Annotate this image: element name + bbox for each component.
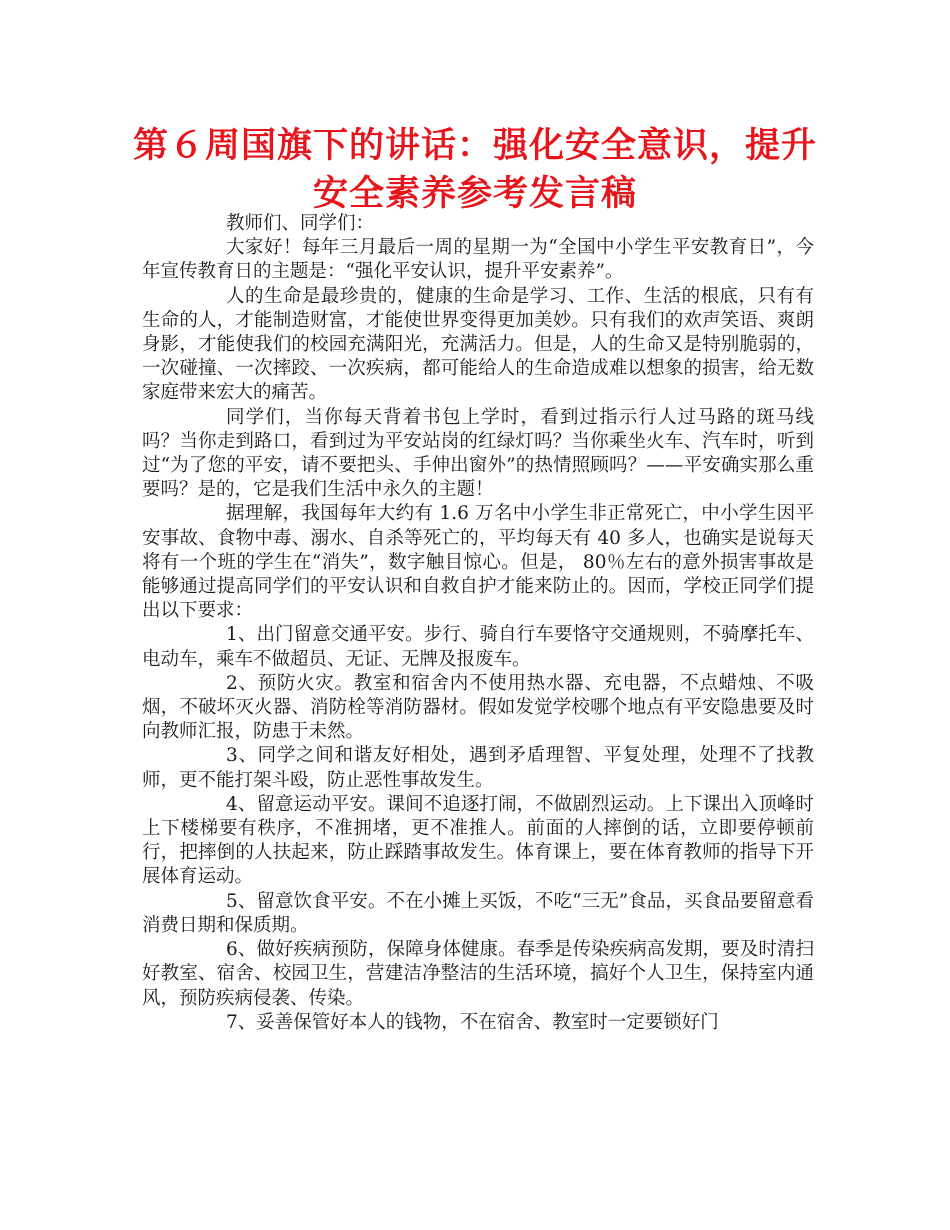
body-paragraph: 人的生命是最珍贵的，健康的生命是学习、工作、生活的根底，只有有生命的人，才能制造财富，才能使世界变得更加美妙。只有我们的欢声笑语、爽朗身影，才能使我们的校园充满阳光，充满活力。但是，人的生命又是特别脆弱的，一次碰撞、一次摔跤、一次疾病，都可能给人的生命造成难以想象的损害，给无数家庭带来宏大的痛苦。 — [142, 285, 814, 404]
document-title: 第６周国旗下的讲话：强化安全意识，提升安全素养参考发言稿 — [132, 126, 817, 214]
requirement-item: 7、妥善保管好本人的钱物，不在宿舍、教室时一定要锁好门 — [226, 1011, 719, 1033]
body-paragraph: 大家好！每年三月最后一周的星期一为“全国中小学生平安教育日”，今年宣传教育日的主题是：“强化平安认识，提升平安素养”。 — [142, 237, 814, 283]
greeting-paragraph: 教师们、同学们： — [226, 213, 375, 234]
document-body — [142, 212, 814, 1035]
requirement-item: 4、留意运动平安。课间不追逐打闹，不做剧烈运动。上下课出入顶峰时上下楼梯要有秩序，不准拥堵，更不准推人。前面的人摔倒的话，立即要停顿前行，把摔倒的人扶起来，防止踩踏事故发生。体育课上，要在体育教师的指导下开展体育运动。 — [142, 793, 814, 888]
requirement-item: 1、出门留意交通平安。步行、骑自行车要恪守交通规则，不骑摩托车、电动车，乘车不做超员、无证、无牌及报废车。 — [142, 624, 814, 670]
body-paragraph: 同学们，当你每天背着书包上学时，看到过指示行人过马路的斑马线吗？当你走到路口，看到过为平安站岗的红绿灯吗？当你乘坐火车、汽车时，听到过“为了您的平安，请不要把头、手伸出窗外”的热情照顾吗？——平安确实那么重要吗？是的，它是我们生活中永久的主题！ — [142, 406, 814, 501]
requirement-item: 3、同学之间和谐友好相处，遇到矛盾理智、平复处理，处理不了找教师，更不能打架斗殴，防止恶性事故发生。 — [142, 745, 814, 791]
requirement-item: 2、预防火灾。教室和宿舍内不使用热水器、充电器，不点蜡烛、不吸烟，不破坏灭火器、消防栓等消防器材。假如发觉学校哪个地点有平安隐患要及时向教师汇报，防患于未然。 — [142, 672, 814, 743]
requirement-item: 5、留意饮食平安。不在小摊上买饭，不吃“三无”食品，买食品要留意看消费日期和保质期。 — [142, 890, 814, 936]
body-paragraph: 据理解，我国每年大约有 1.6 万名中小学生非正常死亡，中小学生因平安事故、食物中毒、溺水、自杀等死亡的，平均每天有 40 多人，也确实是说每天将有一个班的学生在“消失”，数字触目惊心。但是， 80％左右的意外损害事故是能够通过提高同学们的平安认识和自救自护才能来防止的。因而，学校正同学们提出以下要求： — [142, 503, 814, 622]
requirement-item: 6、做好疾病预防，保障身体健康。春季是传染疾病高发期，要及时清扫好教室、宿舍、校园卫生，营建洁净整洁的生活环境，搞好个人卫生，保持室内通风，预防疾病侵袭、传染。 — [142, 939, 814, 1009]
